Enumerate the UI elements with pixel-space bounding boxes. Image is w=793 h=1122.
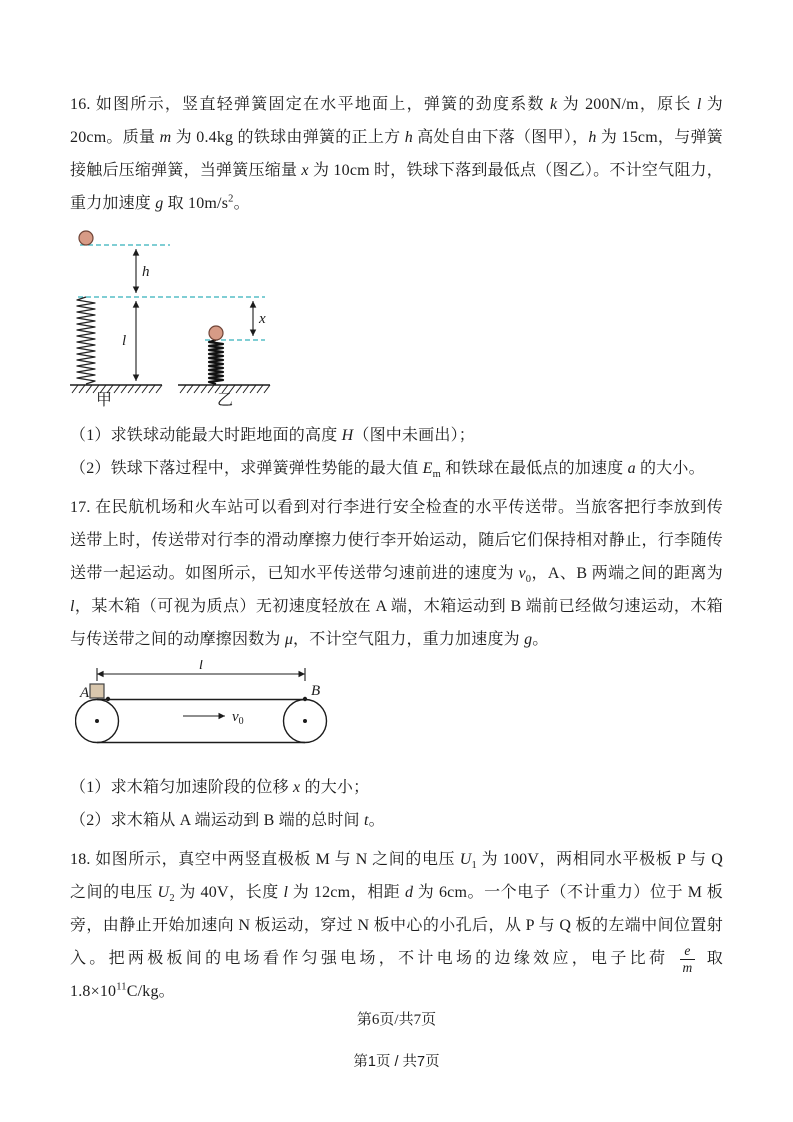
question-17-stem: 17. 在民航机场和火车站可以看到对行李进行安全检查的水平传送带。当旅客把行李放到传送带上时，传送带对行李的滑动摩擦力使行李开始运动，随后它们保持相对静止，行李随传送带一起运动。如图所示，已知水平传送带匀速前进的速度为 $v_0$，A、B 两端之间的距离为 l，某木箱（可视为质点）无初速度轻放在 A 端，木箱运动到 B 端前已经做匀速运动，木箱与传送带之间的动摩擦因数为 μ，不计空气阻力，重力加速度为 g。	[70, 499, 724, 648]
iron-ball-yi	[209, 326, 223, 340]
question-17-part-2: （2）求木箱从 A 端运动到 B 端的总时间 t。	[70, 812, 385, 829]
question-17	[70, 491, 723, 837]
roller-right-axle	[303, 719, 307, 723]
question-18	[70, 843, 723, 1008]
iron-ball-jia	[79, 231, 93, 245]
page-number-inner: 第6页/共7页	[356, 1012, 437, 1028]
roller-left-axle	[95, 719, 99, 723]
q16-figure	[70, 228, 723, 415]
crate-box	[90, 684, 104, 698]
label-jia: 甲	[95, 392, 113, 409]
page-number-outer: 第1页 / 共7页	[353, 1054, 440, 1070]
belt-speed-label: $v_0$	[232, 709, 244, 727]
label-yi: 乙	[216, 392, 234, 409]
question-16-part-1: （1）求铁球动能最大时距地面的高度 H（图中未画出）；	[70, 427, 475, 444]
l-label: l	[122, 333, 127, 349]
h-label: h	[142, 264, 150, 280]
question-16	[70, 88, 723, 485]
question-16-stem: 16. 如图所示，竖直轻弹簧固定在水平地面上，弹簧的劲度系数 k 为 200N/m，原长 l 为 20cm。质量 m 为 0.4kg 的铁球由弹簧的正上方 h 高处自由下落（图甲），h 为 15cm，与弹簧接触后压缩弹簧，当弹簧压缩量 x 为 10cm 时，铁球下落到最低点（图乙）。不计空气阻力，重力加速度 g 取 $10m/s^2$。	[70, 96, 724, 212]
spring-compressed	[209, 340, 223, 384]
q17-figure	[75, 660, 723, 765]
ground-hatch-jia	[72, 385, 162, 393]
question-18-stem: 18. 如图所示，真空中两竖直极板 M 与 N 之间的电压 $U_1$ 为 100V，两相同水平极板 P 与 Q 之间的电压 $U_2$ 为 40V，长度 l 为 12cm，相距 d 为 6cm。一个电子（不计重力）位于 M 板旁，由静止开始加速向 N 板运动，穿过 N 板中心的小孔后，从 P 与 Q 板的左端中间位置射入。把两极板间的电场看作匀强电场，不计电场的边缘效应，电子比荷 $\frac{e}{m}$ 取 $1.8\times 10^{11}C/kg$。	[70, 851, 723, 1001]
question-17-part-1: （1）求木箱匀加速阶段的位移 x 的大小；	[70, 779, 370, 796]
point-a-label: A	[80, 685, 90, 701]
conveyor-belt-diagram	[75, 660, 355, 760]
point-b-label: B	[311, 683, 321, 699]
x-label: x	[259, 311, 266, 327]
spring-ball-diagram	[70, 228, 370, 410]
belt-l-label: l	[198, 660, 204, 673]
spring-natural	[77, 297, 95, 384]
question-16-part-2: （2）铁球下落过程中，求弹簧弹性势能的最大值 $E_m$ 和铁球在最低点的加速度 a 的大小。	[70, 460, 705, 481]
